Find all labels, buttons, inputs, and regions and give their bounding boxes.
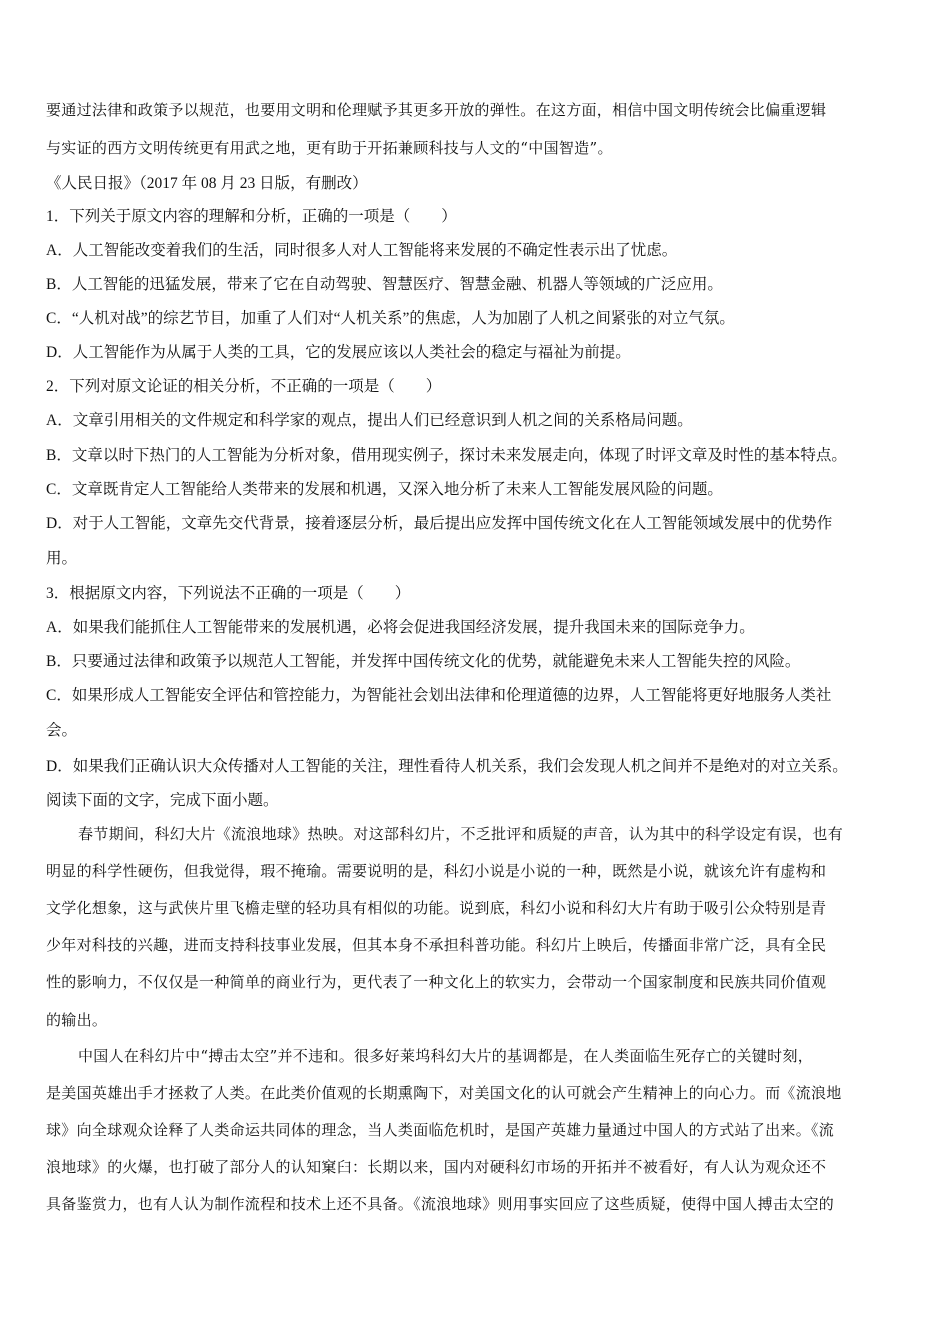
essay-p1-line-6: 的输出。	[46, 1011, 108, 1029]
essay-p2-line-3: 球》向全球观众诠释了人类命运共同体的理念，当人类面临危机时，是国产英雄力量通过中国人的方式站了出来。《流	[46, 1121, 835, 1139]
passage-tail-line-1: 要通过法律和政策予以规范，也要用文明和伦理赋予其更多开放的弹性。在这方面，相信中国文明传统会比偏重逻辑	[46, 101, 827, 119]
question-1-option-d: D．人工智能作为从属于人类的工具，它的发展应该以人类社会的稳定与福祉为前提。	[46, 344, 631, 361]
question-3-option-a: A．如果我们能抓住人工智能带来的发展机遇，必将会促进我国经济发展，提升我国未来的国际竞争力。	[46, 619, 755, 636]
essay-p2-line-4: 浪地球》的火爆，也打破了部分人的认知窠臼：长期以来，国内对硬科幻市场的开拓并不被看好，有人认为观众还不	[46, 1158, 827, 1176]
essay-p1-line-2: 明显的科学性硬伤，但我觉得，瑕不掩瑜。需要说明的是，科幻小说是小说的一种，既然是小说，就该允许有虚构和	[46, 862, 827, 880]
question-2-stem: 2．下列对原文论证的相关分析，不正确的一项是（ ）	[46, 378, 442, 395]
essay-p2-line-2: 是美国英雄出手才拯救了人类。在此类价值观的长期熏陶下，对美国文化的认可就会产生精神上的向心力。而《流浪地	[46, 1084, 842, 1102]
reading-prompt: 阅读下面的文字，完成下面小题。	[46, 792, 279, 809]
essay-p1-line-3: 文学化想象，这与武侠片里飞檐走壁的轻功具有相似的功能。说到底，科幻小说和科幻大片有助于吸引公众特别是青	[46, 899, 827, 917]
essay-p2-line-1: 中国人在科幻片中“搏击太空”并不违和。很多好莱坞科幻大片的基调都是，在人类面临生死存亡的关键时刻，	[78, 1047, 814, 1065]
essay-p1-line-5: 性的影响力，不仅仅是一种简单的商业行为，更代表了一种文化上的软实力，会带动一个国家制度和民族共同价值观	[46, 973, 827, 991]
question-1-option-a: A．人工智能改变着我们的生活，同时很多人对人工智能将来发展的不确定性表示出了忧虑。	[46, 242, 678, 259]
question-2-option-a: A．文章引用相关的文件规定和科学家的观点，提出人们已经意识到人机之间的关系格局问题。	[46, 412, 693, 429]
essay-p1-line-4: 少年对科技的兴趣，进而支持科技事业发展，但其本身不承担科普功能。科幻片上映后，传播面非常广泛，具有全民	[46, 936, 827, 954]
question-3-option-b: B．只要通过法律和政策予以规范人工智能，并发挥中国传统文化的优势，就能避免未来人工智能失控的风险。	[46, 653, 801, 670]
question-3-option-d: D．如果我们正确认识大众传播对人工智能的关注，理性看待人机关系，我们会发现人机之间并不是绝对的对立关系。	[46, 758, 848, 775]
question-2-option-d-cont: 用。	[46, 550, 78, 567]
question-3-option-c: C．如果形成人工智能安全评估和管控能力，为智能社会划出法律和伦理道德的边界，人工智能将更好地服务人类社	[46, 687, 832, 704]
question-3-stem: 3．根据原文内容，下列说法不正确的一项是（ ）	[46, 585, 411, 602]
question-2-option-d: D．对于人工智能，文章先交代背景，接着逐层分析，最后提出应发挥中国传统文化在人工智能领域发展中的优势作	[46, 515, 833, 532]
source-citation: 《人民日报》（2017 年 08 月 23 日版，有删改）	[46, 175, 368, 192]
question-3-option-c-cont: 会。	[46, 722, 78, 739]
essay-p1-line-1: 春节期间，科幻大片《流浪地球》热映。对这部科幻片，不乏批评和质疑的声音，认为其中的科学设定有误，也有	[78, 825, 844, 843]
question-2-option-c: C．文章既肯定人工智能给人类带来的发展和机遇，又深入地分析了未来人工智能发展风险的问题。	[46, 481, 723, 498]
question-2-option-b: B．文章以时下热门的人工智能为分析对象，借用现实例子，探讨未来发展走向，体现了时评文章及时性的基本特点。	[46, 447, 847, 464]
passage-tail-line-2: 与实证的西方文明传统更有用武之地，更有助于开拓兼顾科技与人文的“中国智造”。	[46, 139, 613, 157]
question-1-option-c: C．“人机对战”的综艺节目，加重了人们对“人机关系”的焦虑，人为加剧了人机之间紧张的对立气氛。	[46, 310, 735, 327]
essay-p2-line-5: 具备鉴赏力，也有人认为制作流程和技术上还不具备。《流浪地球》则用事实回应了这些质疑，使得中国人搏击太空的	[46, 1195, 835, 1213]
question-1-option-b: B．人工智能的迅猛发展，带来了它在自动驾驶、智慧医疗、智慧金融、机器人等领域的广泛应用。	[46, 276, 723, 293]
question-1-stem: 1．下列关于原文内容的理解和分析，正确的一项是（ ）	[46, 208, 457, 225]
